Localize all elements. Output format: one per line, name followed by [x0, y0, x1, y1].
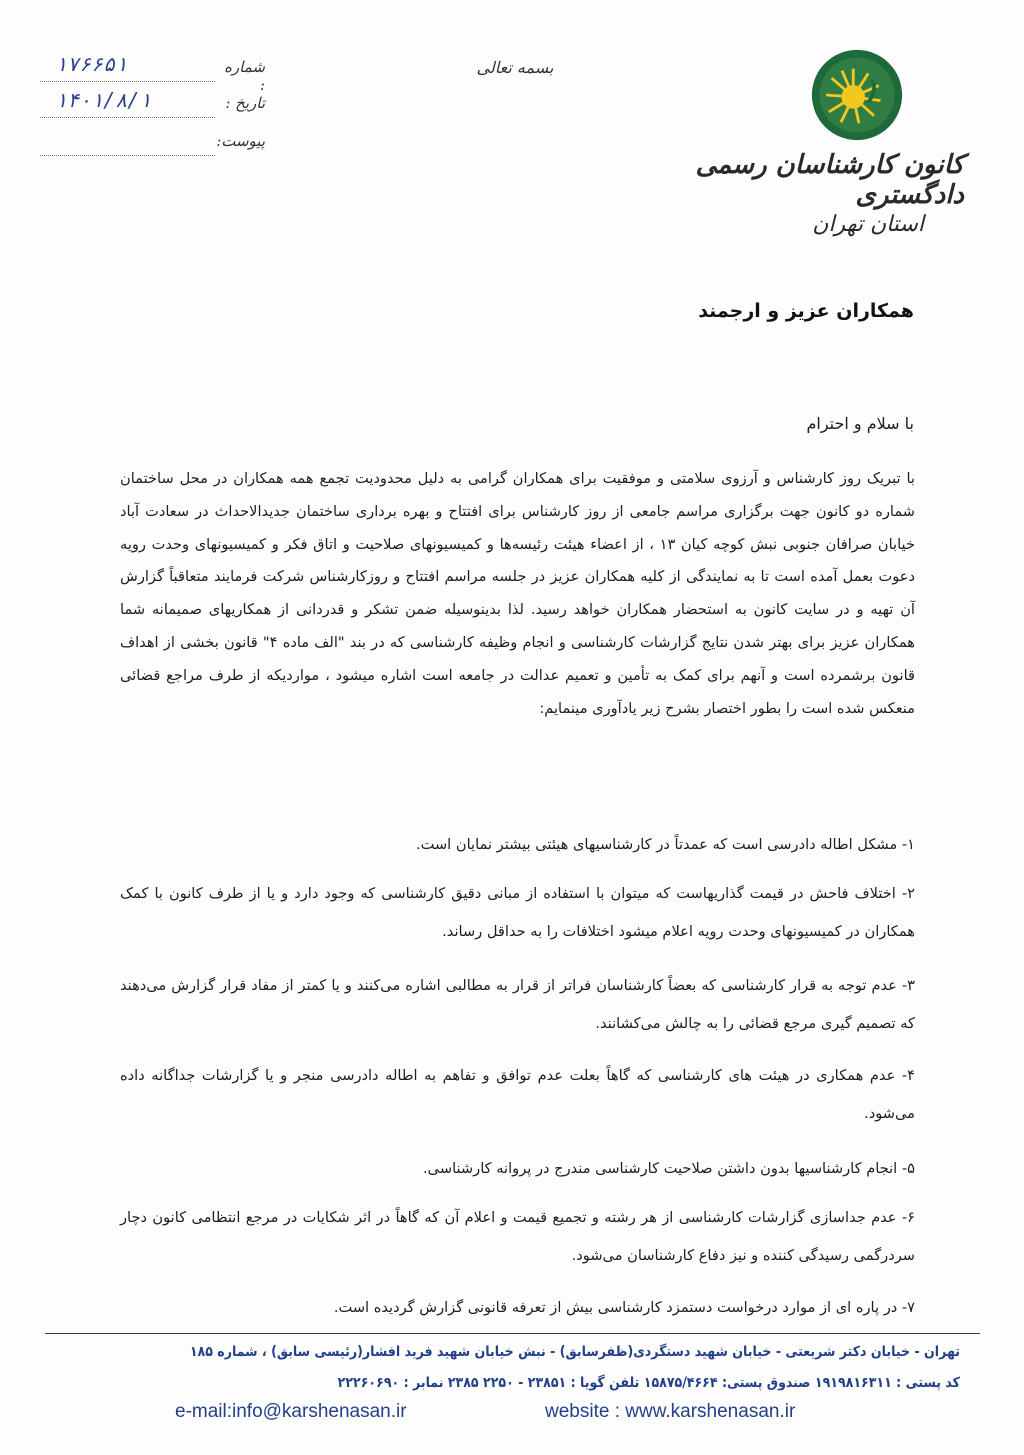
- ref-attachment-row: [40, 132, 265, 162]
- footer-address: تهران - خیابان دکتر شریعتی - خیابان شهید دستگردی(ظفرسابق) - نبش خیابان شهید فرید افشار(رئیسی سابق) ، شماره ۱۸۵: [189, 1344, 960, 1360]
- ref-attachment-line: [40, 155, 215, 156]
- ref-date-line: [40, 117, 215, 118]
- salutation: همکاران عزیز و ارجمند: [698, 300, 914, 322]
- org-name: کانون کارشناسان رسمی دادگستری: [695, 150, 964, 210]
- sun-emblem-icon: [810, 48, 904, 142]
- footer-contact-numbers: کد پستی : ۱۹۱۹۸۱۶۳۱۱ صندوق پستی: ۱۵۸۷۵/۴۶۶۴ تلفن گویا : ۲۳۸۵۱ - ۲۲۵۰ ۲۳۸۵ نمابر : ۲۲۲۶۰۶۹۰: [337, 1375, 960, 1391]
- ref-date-row: [40, 88, 265, 124]
- intro-paragraph: با تبریک روز کارشناس و آرزوی سلامتی و موفقیت برای همکاران گرامی به دلیل محدودیت تجمع همه همکاران در محل ساختمان شماره دو کانون جهت برگزاری مراسم جامعی از روز کارشناس برای افتتاح و بهره برداری ساختمان جدیدالاحداث در سعادت آباد خیابان صرافان جنوبی نبش کوچه کیان ۱۳ ، از اعضاء هیئت رئیسه‌ها و کمیسیونهای صلاحیت و اتاق فکر و کمیسیونهای وحدت رویه دعوت بعمل آمده است تا به نمایندگی از کلیه همکاران عزیز در جلسه مراسم افتتاح و روزکارشناس شرکت فرمایند متعاقباً گزارش آن تهیه و در سایت کانون به استحضار همکاران خواهد رسید. لذا بدینوسیله ضمن تشکر و قدردانی از همکاریهای صمیمانه شما همکاران عزیز برای بهتر شدن نتایج گزارشات کارشناسی و انجام وظیفه کارشناسی که در بند "الف ماده ۴" قانون بخشی از اهداف قانون برشمرده است و آنهم برای کمک به تأمین و تعمیم عدالت در جامعه است اشاره میشود ، مواردیکه از طرف مراجع قضائی منعکس شده است را بطور اختصار بشرح زیر یادآوری مینمایم:: [120, 470, 915, 717]
- ref-date-label: تاریخ :: [225, 94, 265, 112]
- list-item: ۴- عدم همکاری در هیئت های کارشناسی که گاهاً بعلت عدم توافق و تفاهم به اطاله دادرسی منجر و یا گزارشات جداگانه داده می‌شود.: [120, 1067, 915, 1122]
- ref-number-line: [40, 81, 215, 82]
- list-item: ۶- عدم جداسازی گزارشات کارشناسی از هر رشته و تجمیع قیمت و اعلام آن که گاهاً در اثر شکایات در مرجع انتظامی کانون دچار سردرگمی رسیدگی کننده و نیز دفاع کارشناسان می‌شود.: [120, 1209, 915, 1264]
- ref-date-value: ۱۴۰۱/۸/۱: [55, 88, 152, 112]
- ref-number-label: شماره :: [224, 58, 265, 94]
- footer-divider: [45, 1333, 980, 1334]
- footer-website-link[interactable]: website : www.karshenasan.ir: [545, 1401, 796, 1422]
- bismillah: بسمه تعالی: [476, 58, 554, 77]
- list-item: ۱- مشکل اطاله دادرسی است که عمدتاً در کارشناسیهای هیئتی بیشتر نمایان است.: [415, 836, 915, 853]
- list-item: ۲- اختلاف فاحش در قیمت گذاریهاست که میتوان با استفاده از مبانی دقیق کارشناسی که وجود دارد و یا از طرف کانون با کمک همکاران در کمیسیونهای وحدت رویه اعلام میشود اختلافات را به حداقل رساند.: [120, 885, 915, 940]
- ref-attachment-label: پیوست:: [216, 132, 265, 150]
- reference-block: [40, 52, 265, 168]
- list-item: ۳- عدم توجه به قرار کارشناسی که بعضاً کارشناسان فراتر از قرار به مطالبی اشاره می‌کنند و یا کمتر از مفاد قرار گزارش می‌دهند که تصمیم گیری مرجع قضائی را به چالش می‌کشانند.: [120, 977, 915, 1032]
- ref-number-row: [40, 52, 265, 94]
- org-province: استان تهران: [812, 212, 924, 237]
- list-item: ۵- انجام کارشناسیها بدون داشتن صلاحیت کارشناسی مندرج در پروانه کارشناسی.: [423, 1160, 915, 1177]
- list-item: ۷- در پاره ای از موارد درخواست دستمزد کارشناسی بیش از تعرفه قانونی گزارش گردیده است.: [333, 1299, 915, 1316]
- ref-number-value: ۱۷۶۶۵۱: [55, 52, 128, 76]
- footer-email-link[interactable]: e-mail:info@karshenasan.ir: [175, 1401, 407, 1422]
- greeting: با سلام و احترام: [806, 414, 914, 433]
